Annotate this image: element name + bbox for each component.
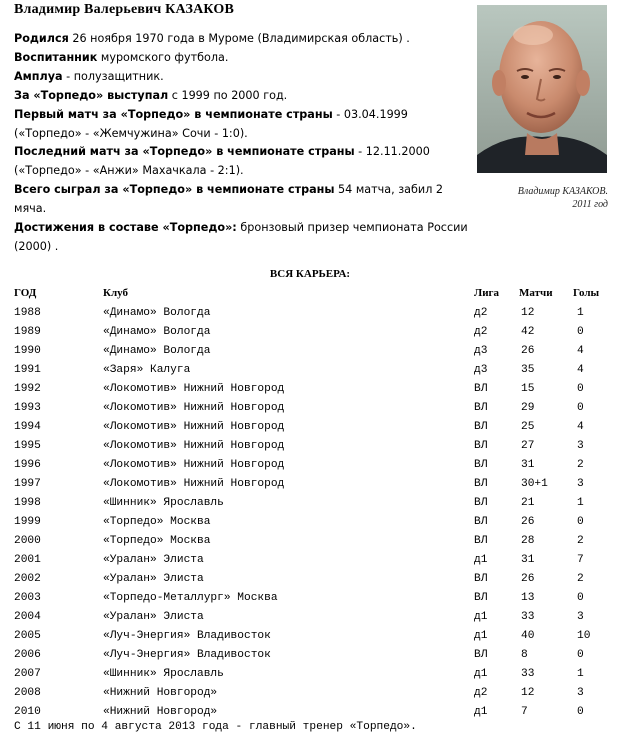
year-cell: 1992 [14, 383, 41, 395]
league-cell: ВЛ [474, 535, 488, 547]
league-cell: д1 [474, 668, 488, 680]
goals-cell: 10 [577, 630, 591, 642]
table-row [0, 399, 620, 418]
league-cell: ВЛ [474, 592, 488, 604]
year-cell: 2002 [14, 573, 41, 585]
year-cell: 1988 [14, 307, 41, 319]
year-cell: 2004 [14, 611, 41, 623]
league-cell: ВЛ [474, 383, 488, 395]
table-row [0, 627, 620, 646]
table-row [0, 475, 620, 494]
career-table [0, 304, 620, 722]
table-row [0, 304, 620, 323]
club-cell: «Динамо» Вологда [103, 307, 211, 319]
year-cell: 1994 [14, 421, 41, 433]
club-cell: «Нижний Новгород» [103, 687, 218, 699]
club-cell: «Луч-Энергия» Владивосток [103, 630, 271, 642]
club-cell: «Локомотив» Нижний Новгород [103, 440, 285, 452]
matches-cell: 31 [521, 554, 535, 566]
bio-label: Первый матч за «Торпедо» в чемпионате страны [14, 107, 333, 121]
goals-cell: 0 [577, 326, 584, 338]
bio-total [14, 181, 469, 219]
club-cell: «Торпедо-Металлург» Москва [103, 592, 278, 604]
matches-cell: 25 [521, 421, 535, 433]
biography [14, 30, 469, 257]
matches-cell: 26 [521, 516, 535, 528]
goals-cell: 3 [577, 611, 584, 623]
year-cell: 1989 [14, 326, 41, 338]
matches-cell: 15 [521, 383, 535, 395]
goals-cell: 1 [577, 668, 584, 680]
table-row [0, 532, 620, 551]
club-cell: «Луч-Энергия» Владивосток [103, 649, 271, 661]
goals-cell: 2 [577, 573, 584, 585]
matches-cell: 28 [521, 535, 535, 547]
goals-cell: 4 [577, 421, 584, 433]
league-cell: ВЛ [474, 402, 488, 414]
league-cell: ВЛ [474, 478, 488, 490]
club-cell: «Уралан» Элиста [103, 554, 204, 566]
table-row [0, 456, 620, 475]
club-cell: «Локомотив» Нижний Новгород [103, 478, 285, 490]
league-cell: ВЛ [474, 440, 488, 452]
matches-cell: 8 [521, 649, 528, 661]
club-cell: «Нижний Новгород» [103, 706, 218, 718]
year-cell: 2007 [14, 668, 41, 680]
club-cell: «Динамо» Вологда [103, 345, 211, 357]
photo-caption [470, 185, 608, 211]
table-row [0, 513, 620, 532]
club-cell: «Локомотив» Нижний Новгород [103, 459, 285, 471]
bio-birth [14, 30, 469, 49]
table-row [0, 551, 620, 570]
club-cell: «Шинник» Ярославль [103, 668, 224, 680]
goals-cell: 1 [577, 497, 584, 509]
league-cell: ВЛ [474, 516, 488, 528]
goals-cell: 0 [577, 516, 584, 528]
matches-cell: 13 [521, 592, 535, 604]
photo-caption-name: Владимир КАЗАКОВ. [517, 186, 608, 197]
table-row [0, 570, 620, 589]
table-row [0, 380, 620, 399]
matches-cell: 33 [521, 611, 535, 623]
goals-cell: 1 [577, 307, 584, 319]
goals-cell: 0 [577, 592, 584, 604]
table-row [0, 323, 620, 342]
league-cell: д2 [474, 687, 488, 699]
club-cell: «Торпедо» Москва [103, 516, 211, 528]
bio-torpedo-period [14, 87, 469, 106]
goals-cell: 3 [577, 440, 584, 452]
goals-cell: 0 [577, 706, 584, 718]
goals-cell: 3 [577, 478, 584, 490]
year-cell: 1991 [14, 364, 41, 376]
table-row [0, 684, 620, 703]
header-goals: Голы [573, 287, 600, 299]
header-matches: Матчи [519, 287, 553, 299]
table-row [0, 665, 620, 684]
table-row [0, 437, 620, 456]
year-cell: 1990 [14, 345, 41, 357]
table-row [0, 342, 620, 361]
league-cell: д1 [474, 554, 488, 566]
year-cell: 2006 [14, 649, 41, 661]
club-cell: «Уралан» Элиста [103, 611, 204, 623]
goals-cell: 0 [577, 649, 584, 661]
year-cell: 1993 [14, 402, 41, 414]
bio-text: 54 матча, забил 2 мяча. [14, 183, 444, 216]
matches-cell: 31 [521, 459, 535, 471]
matches-cell: 29 [521, 402, 535, 414]
year-cell: 1998 [14, 497, 41, 509]
year-cell: 2008 [14, 687, 41, 699]
matches-cell: 26 [521, 345, 535, 357]
bio-label: За «Торпедо» выступал [14, 88, 169, 102]
league-cell: д2 [474, 307, 488, 319]
league-cell: ВЛ [474, 497, 488, 509]
table-row [0, 494, 620, 513]
goals-cell: 0 [577, 383, 584, 395]
league-cell: д2 [474, 326, 488, 338]
header-year: ГОД [14, 287, 37, 299]
year-cell: 2010 [14, 706, 41, 718]
year-cell: 2003 [14, 592, 41, 604]
club-cell: «Уралан» Элиста [103, 573, 204, 585]
club-cell: «Заря» Калуга [103, 364, 191, 376]
goals-cell: 7 [577, 554, 584, 566]
league-cell: д3 [474, 364, 488, 376]
year-cell: 2000 [14, 535, 41, 547]
bio-label: Всего сыграл за «Торпедо» в чемпионате страны [14, 183, 335, 197]
league-cell: ВЛ [474, 573, 488, 585]
bio-text: - 12.11.2000 («Торпедо» - «Анжи» Махачкала - 2:1). [14, 145, 430, 178]
matches-cell: 42 [521, 326, 535, 338]
bio-first-match [14, 106, 469, 144]
bio-achievements [14, 219, 469, 257]
bio-text: муромского футбола. [97, 50, 229, 64]
player-photo [477, 5, 607, 173]
goals-cell: 3 [577, 687, 584, 699]
coaching-note: С 11 июня по 4 августа 2013 года - главный тренер «Торпедо». [14, 721, 417, 733]
year-cell: 1997 [14, 478, 41, 490]
goals-cell: 2 [577, 459, 584, 471]
bio-text: - полузащитник. [62, 69, 164, 83]
page-title: Владимир Валерьевич КАЗАКОВ [14, 2, 235, 17]
goals-cell: 0 [577, 402, 584, 414]
header-league: Лига [474, 287, 500, 299]
table-row [0, 418, 620, 437]
year-cell: 1999 [14, 516, 41, 528]
matches-cell: 30+1 [521, 478, 548, 490]
bio-label: Последний матч за «Торпедо» в чемпионате страны [14, 145, 355, 159]
career-title: ВСЯ КАРЬЕРА: [269, 268, 351, 280]
year-cell: 1996 [14, 459, 41, 471]
matches-cell: 7 [521, 706, 528, 718]
league-cell: ВЛ [474, 649, 488, 661]
league-cell: д3 [474, 345, 488, 357]
year-cell: 2005 [14, 630, 41, 642]
matches-cell: 12 [521, 687, 535, 699]
club-cell: «Торпедо» Москва [103, 535, 211, 547]
goals-cell: 4 [577, 345, 584, 357]
bio-text: с 1999 по 2000 год. [168, 88, 288, 102]
matches-cell: 27 [521, 440, 535, 452]
goals-cell: 2 [577, 535, 584, 547]
matches-cell: 12 [521, 307, 535, 319]
club-cell: «Локомотив» Нижний Новгород [103, 421, 285, 433]
header-club: Клуб [103, 287, 129, 299]
bio-last-match [14, 143, 469, 181]
club-cell: «Локомотив» Нижний Новгород [103, 383, 285, 395]
bio-label: Амплуа [14, 69, 63, 83]
club-cell: «Динамо» Вологда [103, 326, 211, 338]
table-row [0, 361, 620, 380]
bio-label: Достижения в составе «Торпедо»: [14, 221, 237, 235]
bio-position [14, 68, 469, 87]
club-cell: «Шинник» Ярославль [103, 497, 224, 509]
bio-text: 26 ноября 1970 года в Муроме (Владимирская область) . [68, 32, 410, 45]
table-row [0, 589, 620, 608]
bio-label: Воспитанник [14, 50, 98, 64]
matches-cell: 33 [521, 668, 535, 680]
goals-cell: 4 [577, 364, 584, 376]
year-cell: 2001 [14, 554, 41, 566]
bio-text: бронзовый призер чемпионата России (2000) . [14, 221, 468, 253]
club-cell: «Локомотив» Нижний Новгород [103, 402, 285, 414]
league-cell: ВЛ [474, 459, 488, 471]
photo-caption-year: 2011 год [572, 199, 608, 210]
league-cell: д1 [474, 706, 488, 718]
matches-cell: 40 [521, 630, 535, 642]
bio-school [14, 49, 469, 68]
table-row [0, 608, 620, 627]
table-row [0, 703, 620, 722]
league-cell: д1 [474, 630, 488, 642]
year-cell: 1995 [14, 440, 41, 452]
league-cell: ВЛ [474, 421, 488, 433]
table-row [0, 646, 620, 665]
portrait-image [477, 5, 607, 173]
matches-cell: 26 [521, 573, 535, 585]
matches-cell: 21 [521, 497, 535, 509]
matches-cell: 35 [521, 364, 535, 376]
bio-text: - 03.04.1999 («Торпедо» - «Жемчужина» Сочи - 1:0). [14, 107, 408, 140]
bio-label: Родился [14, 32, 69, 45]
league-cell: д1 [474, 611, 488, 623]
